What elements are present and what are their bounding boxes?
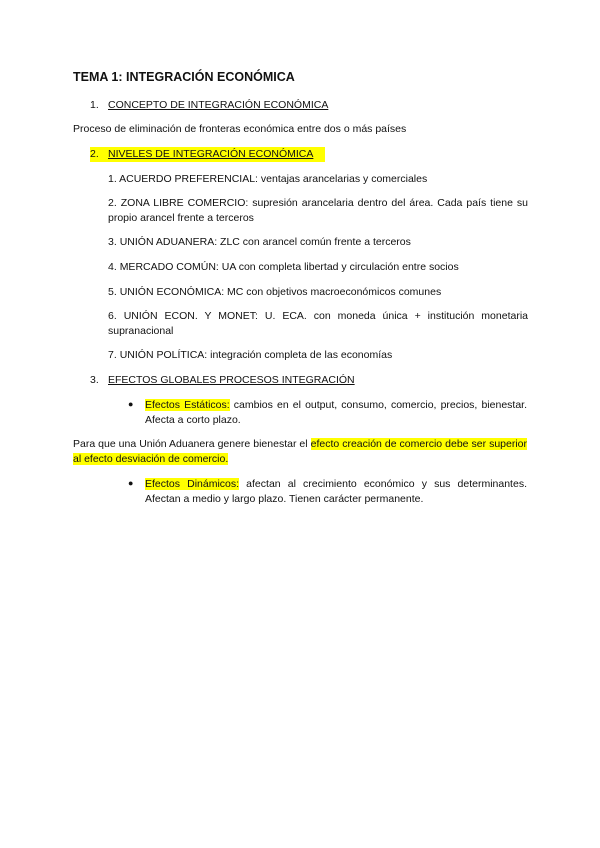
bullet-icon: ● <box>128 478 134 488</box>
list-item-text: MC con objetivos macroeconómicos comunes <box>224 286 442 298</box>
paragraph-customs-union-text: Para que una Unión Aduanera genere bienestar el <box>73 438 311 450</box>
list-item <box>108 285 528 300</box>
section-3-number: 3. <box>90 374 99 386</box>
list-item-text: U. ECA. con moneda única + institución monetaria supranacional <box>108 310 528 337</box>
list-item-number: 1. <box>108 173 117 185</box>
list-item-number: 5. <box>108 286 117 298</box>
list-item <box>108 196 528 226</box>
section-2-heading: NIVELES DE INTEGRACIÓN ECONÓMICA <box>108 148 314 160</box>
list-item-name: UNIÓN POLÍTICA: <box>119 349 208 361</box>
bullet-icon: ● <box>128 399 134 409</box>
list-item-number: 6. <box>108 310 117 322</box>
list-item-name: UNIÓN ADUANERA: <box>119 236 218 248</box>
bullet-text-dynamic: afectan al crecimiento económico y sus determinantes. Afectan a medio y largo plazo. Tienen carácter permanente. <box>145 478 527 505</box>
list-item <box>108 348 528 363</box>
bullet-static-effects <box>145 398 527 428</box>
list-item-text: ventajas arancelarias y comerciales <box>257 173 428 185</box>
list-item-number: 3. <box>108 236 117 248</box>
section-2-number: 2. <box>90 148 99 160</box>
list-item-text: UA con completa libertad y circulación entre socios <box>218 261 459 273</box>
list-item <box>108 235 528 250</box>
section-1-number: 1. <box>90 99 99 111</box>
list-item-name: ACUERDO PREFERENCIAL: <box>119 173 258 185</box>
list-item-name: UNIÓN ECON. Y MONET: <box>123 310 258 322</box>
list-item-text: ZLC con arancel común frente a terceros <box>217 236 411 248</box>
document-title: TEMA 1: INTEGRACIÓN ECONÓMICA <box>73 70 295 84</box>
list-item-name: ZONA LIBRE COMERCIO: <box>120 197 249 209</box>
list-item <box>108 260 528 275</box>
bullet-text-static: cambios en el output, consumo, comercio, precios, bienestar. Afecta a corto plazo. <box>145 399 527 426</box>
list-item-name: MERCADO COMÚN: <box>119 261 219 273</box>
paragraph-customs-union-highlight: efecto creación de comercio debe ser superior al efecto desviación de comercio. <box>73 438 527 465</box>
section-2-highlight <box>90 147 325 162</box>
paragraph-definition: Proceso de eliminación de fronteras económica entre dos o más países <box>73 123 407 135</box>
list-item-number: 4. <box>108 261 117 273</box>
list-item <box>108 172 528 187</box>
section-1-heading: CONCEPTO DE INTEGRACIÓN ECONÓMICA <box>108 99 329 111</box>
bullet-term-dynamic: Efectos Dinámicos: <box>145 478 240 490</box>
list-item-text: integración completa de las economías <box>207 349 393 361</box>
bullet-term-static: Efectos Estáticos: <box>145 399 230 411</box>
list-item-number: 2. <box>108 197 117 209</box>
paragraph-customs-union <box>73 437 527 467</box>
list-item-text: supresión arancelaria dentro del área. Cada país tiene su propio arancel frente a terceros <box>108 197 528 224</box>
list-item-name: UNIÓN ECONÓMICA: <box>119 286 225 298</box>
list-item-number: 7. <box>108 349 117 361</box>
section-3-heading: EFECTOS GLOBALES PROCESOS INTEGRACIÓN <box>108 374 355 386</box>
list-item <box>108 309 528 339</box>
bullet-dynamic-effects <box>145 477 527 507</box>
